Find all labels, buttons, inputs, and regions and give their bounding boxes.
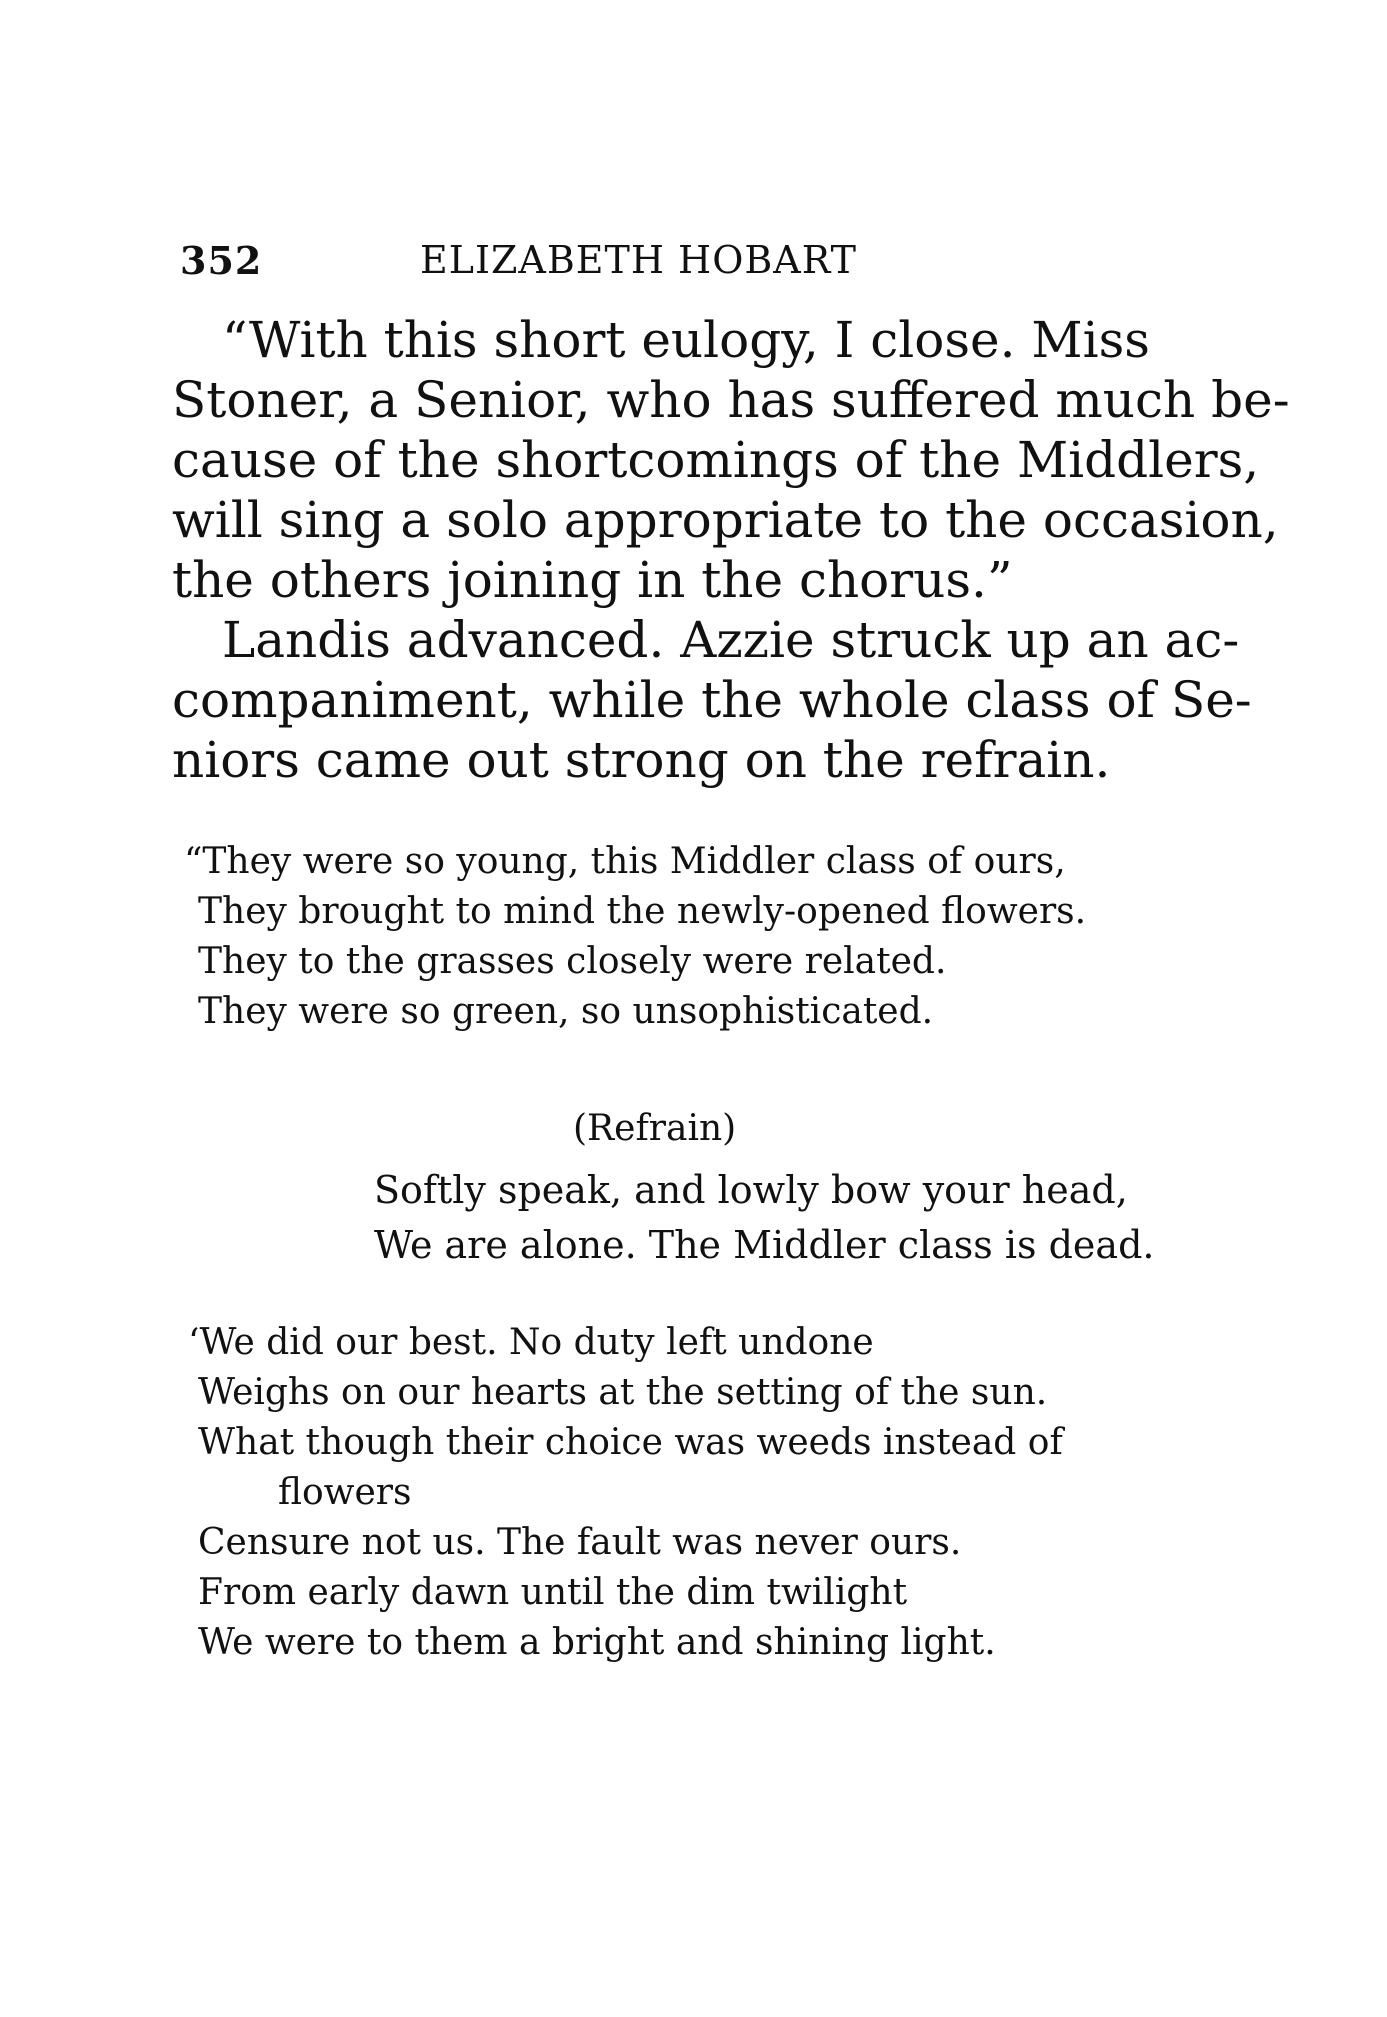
- running-head: ELIZABETH HOBART: [420, 238, 858, 282]
- refrain-line: We are alone. The Middler class is dead.: [374, 1223, 1155, 1267]
- verse-line: We were to them a bright and shining light.: [198, 1622, 996, 1663]
- prose-line: niors came out strong on the refrain.: [172, 731, 1111, 789]
- verse-line: What though their choice was weeds instead of: [198, 1422, 1063, 1463]
- page-number: 352: [180, 238, 263, 283]
- verse-line: ‘We did our best. No duty left undone: [188, 1322, 874, 1363]
- verse-line-continuation: flowers: [278, 1472, 412, 1513]
- refrain-label: (Refrain): [573, 1108, 737, 1149]
- verse-line: Censure not us. The fault was never ours.: [198, 1522, 962, 1563]
- verse-line: They to the grasses closely were related.: [198, 941, 947, 982]
- verse-line: “They were so young, this Middler class of ours,: [184, 841, 1066, 882]
- verse-line: They brought to mind the newly-opened flowers.: [198, 891, 1087, 932]
- refrain-line: Softly speak, and lowly bow your head,: [374, 1168, 1128, 1212]
- verse-line: From early dawn until the dim twilight: [198, 1572, 908, 1613]
- prose-line: Landis advanced. Azzie struck up an ac-: [222, 611, 1240, 669]
- verse-line: They were so green, so unsophisticated.: [198, 991, 934, 1032]
- prose-line: “With this short eulogy, I close. Miss: [222, 311, 1150, 369]
- prose-line: companiment, while the whole class of Se-: [172, 671, 1252, 729]
- prose-body: [172, 310, 1290, 790]
- prose-line: Stoner, a Senior, who has suffered much be-: [172, 371, 1290, 429]
- refrain-stanza: [374, 1163, 1154, 1273]
- page-header: [180, 238, 940, 288]
- verse-stanza-1: [184, 837, 1198, 1037]
- prose-line: cause of the shortcomings of the Middlers,: [172, 431, 1260, 489]
- verse-stanza-2: [188, 1318, 1198, 1668]
- prose-line: will sing a solo appropriate to the occasion,: [172, 491, 1279, 549]
- verse-line: Weighs on our hearts at the setting of the sun.: [198, 1372, 1048, 1413]
- prose-line: the others joining in the chorus.”: [172, 551, 1013, 609]
